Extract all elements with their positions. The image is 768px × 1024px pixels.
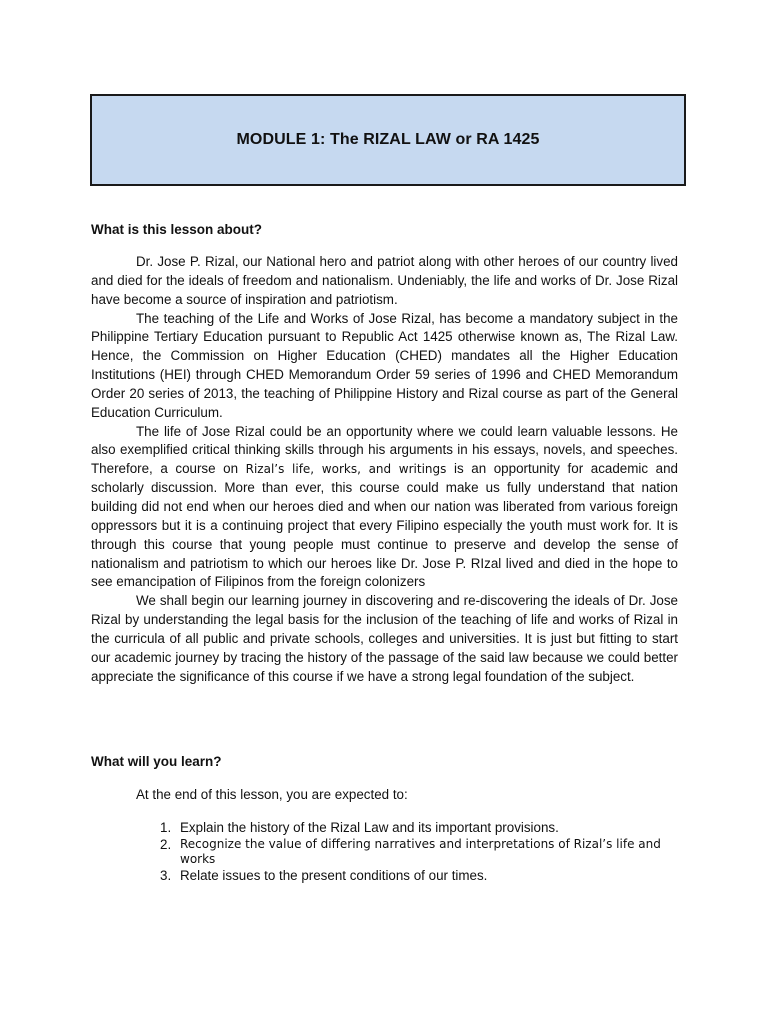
paragraph-2: The teaching of the Life and Works of Jose Rizal, has become a mandatory subject in the Philippine Tertiary Education pursuant to Republic Act 1425 otherwise known as, The Rizal Law. Hence, the Commission on Higher Education (CHED) mandates all the Higher Education Institutions (HEI) through CHED Memorandum Order 59 series of 1996 and CHED Memorandum Order 20 series of 2013, the teaching of Philippine History and Rizal course as part of the General Education Curriculum.	[91, 310, 678, 420]
objective-item	[136, 837, 676, 867]
paragraph-3	[91, 423, 678, 593]
objectives-intro: At the end of this lesson, you are expected to:	[136, 787, 408, 802]
lesson-about-body	[91, 253, 678, 686]
objective-text: Explain the history of the Rizal Law and its important provisions.	[180, 820, 559, 835]
objective-text: Recognize the value of differing narratives and interpretations of Rizal’s life and works	[180, 837, 661, 866]
objective-item	[136, 868, 676, 884]
section-heading-lesson-about: What is this lesson about?	[91, 222, 263, 237]
paragraph-4: We shall begin our learning journey in discovering and re-discovering the ideals of Dr. Jose Rizal by understanding the legal basis for the inclusion of the teaching of life and works of Rizal in the curricula of all public and private schools, colleges and universities. It is just but fitting to start our academic journey by tracing the history of the passage of the said law because we could better appreciate the significance of this course if we have a strong legal foundation of the subject.	[91, 593, 678, 684]
objective-number: 1.	[160, 820, 172, 835]
paragraph-1: Dr. Jose P. Rizal, our National hero and patriot along with other heroes of our country lived and died for the ideals of freedom and nationalism. Undeniably, the life and works of Dr. Jose Rizal have become a source of inspiration and patriotism.	[91, 254, 678, 307]
paragraph-3-part-2: is an opportunity for academic and scholarly discussion. More than ever, this course could make us fully understand that nation building did not end when our heroes died and when our nation was liberated from various foreign oppressors but it is a continuing project that every Filipino especially the youth must work for. It is through this course that young people must continue to preserve and develop the sense of nationalism and patriotism to which our heroes like Dr. Jose P. RIzal lived and died in the hope to see emancipation of Filipinos from the foreign colonizers	[91, 461, 678, 590]
paragraph-3-highlight: Rizal’s life, works, and writings	[245, 462, 447, 477]
module-title: MODULE 1: The RIZAL LAW or RA 1425	[236, 131, 540, 148]
objective-number: 3.	[160, 868, 172, 883]
objective-number: 2.	[160, 837, 172, 852]
objectives-list	[136, 820, 676, 885]
objective-item	[136, 820, 676, 836]
module-title-box	[90, 94, 686, 186]
objective-text: Relate issues to the present conditions of our times.	[180, 868, 488, 883]
paragraph-3-part-1: The life of Jose Rizal could be an opportunity where we could learn valuable lessons. He also exemplified critical thinking skills through his arguments in his essays, novels, and speeches. Therefore, a course on	[91, 423, 678, 477]
section-heading-what-will-you-learn: What will you learn?	[91, 754, 222, 769]
